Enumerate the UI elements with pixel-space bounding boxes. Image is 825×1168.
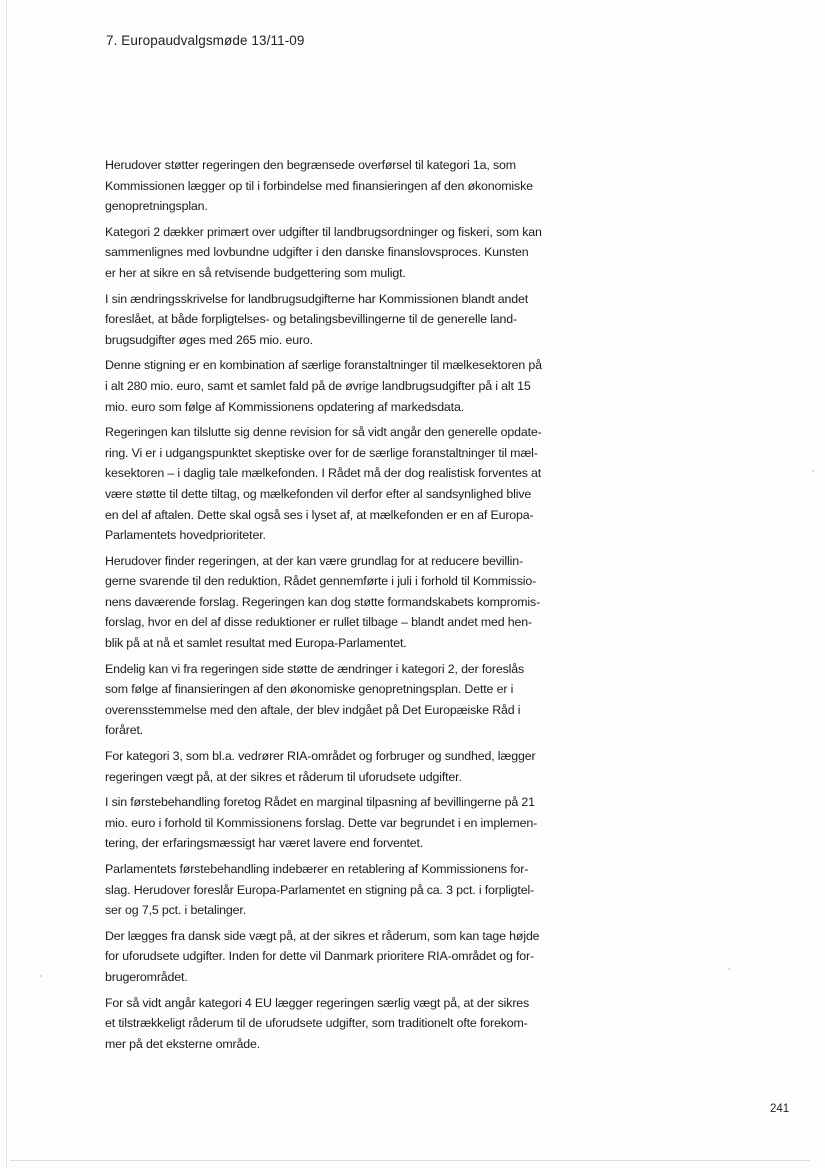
paragraph: [105, 155, 595, 217]
text-line: Herudover finder regeringen, at der kan være grundlag for at reducere bevillin-: [105, 553, 523, 568]
text-line: kesektoren – i daglig tale mælkefonden. I Rådet må der dog realistisk forventes at: [105, 466, 542, 481]
paragraph: [105, 422, 595, 546]
text-line: mio. euro som følge af Kommissionens opdatering af markedsdata.: [105, 399, 465, 414]
text-line: For kategori 3, som bl.a. vedrører RIA-området og forbruger og sundhed, lægger: [105, 749, 536, 764]
scan-speck: [812, 470, 814, 472]
text-line: en del af aftalen. Dette skal også ses i lyset af, at mælkefonden er en af Europa-: [105, 507, 534, 522]
text-line: sammenlignes med lovbundne udgifter i den danske finanslovsproces. Kunsten: [105, 245, 529, 260]
text-line: gerne svarende til den reduktion, Rådet gennemførte i juli i forhold til Kommissio-: [105, 574, 537, 589]
text-line: Herudover støtter regeringen den begrænsede overførsel til kategori 1a, som: [105, 158, 516, 172]
text-line: slag. Herudover foreslår Europa-Parlamentet en stigning på ca. 3 pct. i forpligtel-: [105, 882, 535, 897]
scan-edge-line: [6, 0, 7, 1168]
text-line: være støtte til dette tiltag, og mælkefonden vil derfor efter al sandsynlighed blive: [105, 486, 532, 501]
text-line: foreslået, at både forpligtelses- og betalingsbevillingerne til de generelle land-: [105, 312, 518, 327]
text-line: Regeringen kan tilslutte sig denne revision for så vidt angår den generelle opdate-: [105, 425, 542, 440]
text-line: mio. euro i forhold til Kommissionens forslag. Dette var begrundet i en implemen-: [105, 815, 538, 830]
text-line: ser og 7,5 pct. i betalinger.: [105, 903, 246, 918]
text-line: Parlamentets førstebehandling indebærer en retablering af Kommissionens for-: [105, 862, 529, 876]
paragraph: [105, 859, 595, 921]
text-line: ring. Vi er i udgangspunktet skeptiske over for de særlige foranstaltninger til mæl-: [105, 445, 538, 460]
paragraph: [105, 355, 595, 417]
text-line: forslag, hvor en del af disse reduktioner er rullet tilbage – blandt andet med hen-: [105, 615, 532, 630]
text-line: et tilstrækkeligt råderum til de uforudsete udgifter, som traditionelt ofte forekom-: [105, 1016, 528, 1031]
scan-bottom-edge: [10, 1160, 810, 1161]
text-line: Kategori 2 dækker primært over udgifter til landbrugsordninger og fiskeri, som kan: [105, 224, 542, 239]
paragraph: [105, 746, 595, 787]
page-number: 241: [770, 1103, 790, 1115]
text-line: i alt 280 mio. euro, samt et samlet fald på de øvrige landbrugsudgifter på i alt 15: [105, 378, 531, 393]
text-line: Kommissionen lægger op til i forbindelse med finansieringen af den økonomiske: [105, 178, 533, 193]
text-line: mer på det eksterne område.: [105, 1036, 261, 1051]
document-body: [105, 155, 595, 1059]
text-line: Der lægges fra dansk side vægt på, at der sikres et råderum, som kan tage højde: [105, 928, 540, 943]
scan-speck: [728, 968, 730, 970]
paragraph: [105, 926, 595, 988]
text-line: foråret.: [105, 723, 144, 738]
paragraph: [105, 659, 595, 741]
text-line: I sin førstebehandling foretog Rådet en marginal tilpasning af bevillingerne på 21: [105, 795, 535, 810]
text-line: I sin ændringsskrivelse for landbrugsudgifterne har Kommissionen blandt andet: [105, 291, 529, 306]
scan-speck: [40, 975, 42, 977]
text-line: er her at sikre en så retvisende budgettering som muligt.: [105, 265, 406, 280]
text-line: overensstemmelse med den aftale, der blev indgået på Det Europæiske Råd i: [105, 702, 521, 717]
text-line: Parlamentets hovedprioriteter.: [105, 528, 266, 543]
text-line: genopretningsplan.: [105, 199, 208, 214]
text-line: for uforudsete udgifter. Inden for dette vil Danmark prioritere RIA-området og for-: [105, 949, 535, 964]
text-line: tering, der erfaringsmæssigt har været lavere end forventet.: [105, 836, 424, 851]
text-line: blik på at nå et samlet resultat med Europa-Parlamentet.: [105, 636, 407, 651]
page-header: 7. Europaudvalgsmøde 13/11-09: [106, 33, 305, 48]
paragraph: [105, 993, 595, 1055]
paragraph: [105, 289, 595, 351]
text-line: Endelig kan vi fra regeringen side støtte de ændringer i kategori 2, der foreslås: [105, 661, 524, 676]
text-line: som følge af finansieringen af den økonomiske genopretningsplan. Dette er i: [105, 682, 514, 697]
text-line: brugerområdet.: [105, 969, 188, 984]
text-line: brugsudgifter øges med 265 mio. euro.: [105, 332, 313, 347]
text-line: regeringen vægt på, at der sikres et råderum til uforudsete udgifter.: [105, 769, 462, 784]
paragraph: [105, 222, 595, 284]
text-line: Denne stigning er en kombination af særlige foranstaltninger til mælkesektoren på: [105, 358, 542, 373]
text-line: nens daværende forslag. Regeringen kan dog støtte formandskabets kompromis-: [105, 594, 541, 609]
paragraph: [105, 792, 595, 854]
text-line: For så vidt angår kategori 4 EU lægger regeringen særlig vægt på, at der sikres: [105, 995, 530, 1010]
paragraph: [105, 551, 595, 654]
